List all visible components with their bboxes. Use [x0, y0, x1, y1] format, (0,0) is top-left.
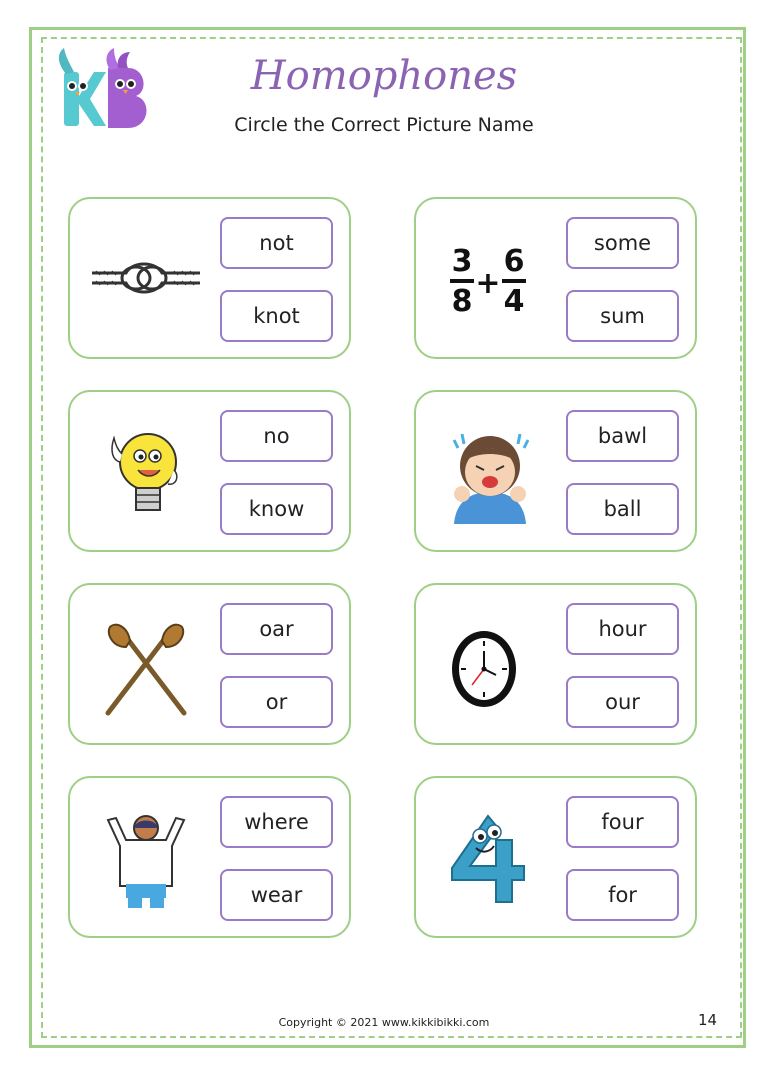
svg-text:+: +: [475, 266, 501, 301]
person-wearing-sweater-icon: [86, 806, 206, 910]
card-wear: [68, 776, 351, 938]
option-no[interactable]: no: [220, 410, 333, 462]
page-number: 14: [698, 1011, 718, 1029]
card-bawl: [414, 390, 697, 552]
lightbulb-icon: [86, 420, 206, 524]
copyright-text: Copyright © 2021 www.kikkibikki.com: [278, 1016, 490, 1029]
option-hour[interactable]: hour: [566, 603, 679, 655]
card-know: [68, 390, 351, 552]
crying-girl-icon: [432, 420, 552, 524]
option-where[interactable]: where: [220, 796, 333, 848]
clock-icon: [432, 613, 552, 717]
card-knot: [68, 197, 351, 359]
svg-text:8: 8: [451, 284, 473, 319]
option-bawl[interactable]: bawl: [566, 410, 679, 462]
card-sum: [414, 197, 697, 359]
card-four: [414, 776, 697, 938]
option-some[interactable]: some: [566, 217, 679, 269]
option-not[interactable]: not: [220, 217, 333, 269]
option-or[interactable]: or: [220, 676, 333, 728]
option-for[interactable]: for: [566, 869, 679, 921]
svg-text:3: 3: [451, 244, 473, 279]
option-wear[interactable]: wear: [220, 869, 333, 921]
svg-text:6: 6: [503, 244, 525, 279]
oars-icon: [86, 613, 206, 717]
svg-text:4: 4: [503, 284, 525, 319]
option-ball[interactable]: ball: [566, 483, 679, 535]
page-title: Homophones: [250, 53, 518, 99]
option-our[interactable]: our: [566, 676, 679, 728]
option-sum[interactable]: sum: [566, 290, 679, 342]
card-oar: [68, 583, 351, 745]
number-four-icon: [432, 806, 552, 910]
option-four[interactable]: four: [566, 796, 679, 848]
knot-icon: [86, 227, 206, 331]
instructions: Circle the Correct Picture Name: [234, 114, 534, 136]
option-know[interactable]: know: [220, 483, 333, 535]
fraction-sum-icon: [432, 227, 552, 331]
option-oar[interactable]: oar: [220, 603, 333, 655]
card-hour: [414, 583, 697, 745]
option-knot[interactable]: knot: [220, 290, 333, 342]
